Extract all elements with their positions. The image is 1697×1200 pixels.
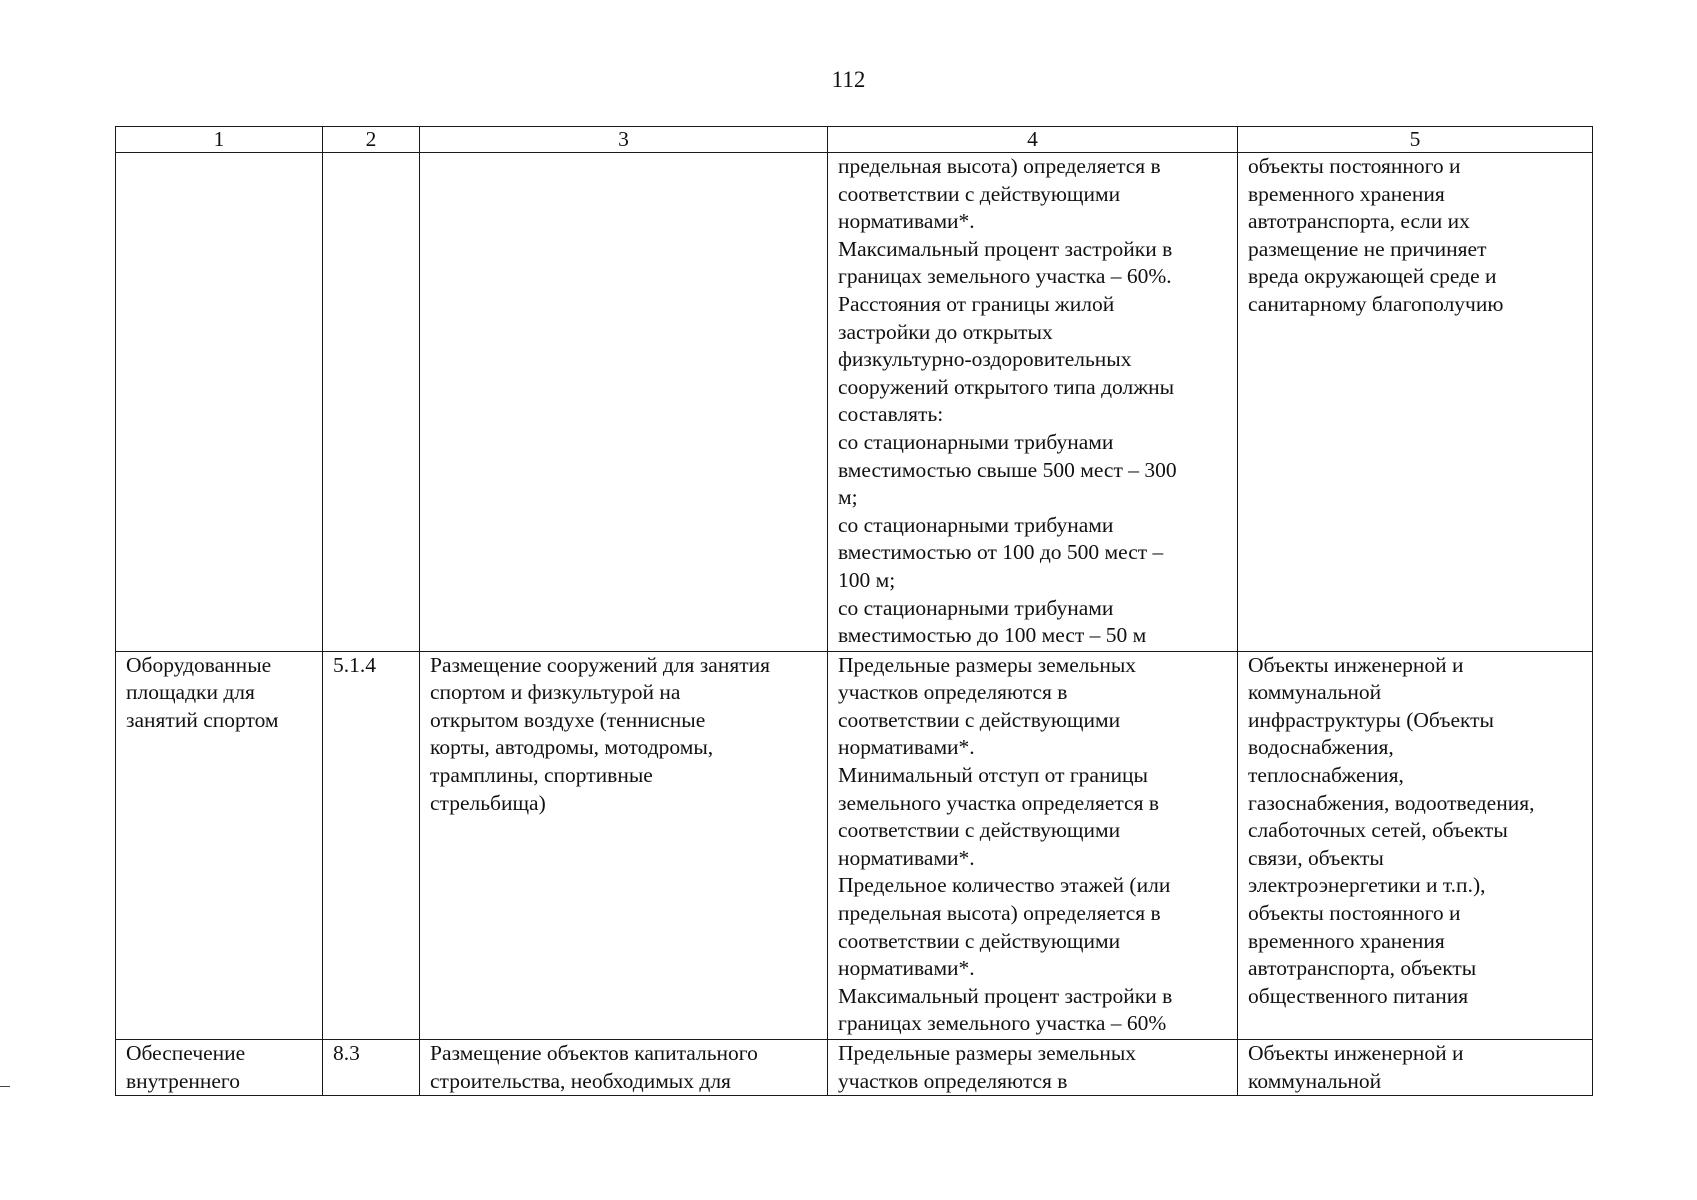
table-row [116,651,1593,1039]
cell-text-line: со стационарными трибунами [838,429,1114,454]
cell-text-line: занятий спортом [126,707,279,732]
cell-text-line: вместимостью свыше 500 мест – 300 [838,457,1177,482]
cell-text-line: Оборудованные [126,652,272,677]
cell-text-line: коммунальной [1248,680,1382,705]
cell-text-line: стрельбища) [430,790,546,815]
cell-text-line: Объекты инженерной и [1248,652,1464,677]
cell-text-line: объекты постоянного и [1248,901,1461,926]
cell-text-line: составлять: [838,402,944,427]
cell-text-line: автотранспорта, если их [1248,209,1470,234]
cell-text-line: размещение не причиняет [1248,236,1487,261]
cell-text-line: участков определяются в [838,680,1068,705]
cell-text-line: 8.3 [333,1041,360,1065]
cell-parameters [828,1040,1238,1096]
cell-text-line: связи, объекты [1248,845,1384,870]
cell-code [323,651,420,1039]
cell-text-line: Размещение объектов капитального [430,1041,758,1065]
cell-text-line: сооружений открытого типа должны [838,374,1175,399]
cell-text-line: слаботочных сетей, объекты [1248,818,1508,843]
cell-text-line: газоснабжения, водоотведения, [1248,790,1535,815]
cell-text-line: вреда окружающей среде и [1248,264,1497,289]
cell-parameters [828,651,1238,1039]
cell-text-line: Предельные размеры земельных [838,652,1137,677]
column-header-5: 5 [1238,127,1593,153]
cell-text-line: нормативами*. [838,956,975,981]
cell-use-name [116,153,323,652]
cell-text-line: физкультурно-оздоровительных [838,347,1132,372]
cell-text-line: нормативами*. [838,735,975,760]
cell-text-line: спортом и физкультурой на [430,680,681,705]
table-row [116,153,1593,652]
cell-text-line: земельного участка определяется в [838,790,1159,815]
cell-text-line: Расстояния от границы жилой [838,291,1115,316]
cell-text-line: со стационарными трибунами [838,512,1114,537]
cell-text-line: соответствии с действующими [838,928,1121,953]
cell-text-line: участков определяются в [838,1068,1068,1093]
column-header-1: 1 [116,127,323,153]
cell-text-line: корты, автодромы, мотодромы, [430,735,714,760]
cell-text-line: трамплины, спортивные [430,763,653,788]
cell-text-line: м; [838,485,858,510]
cell-text-line: Минимальный отступ от границы [838,763,1148,788]
cell-text-line: соответствии с действующими [838,181,1121,206]
cell-text-line: временного хранения [1248,928,1445,953]
cell-text-line: Объекты инженерной и [1248,1041,1464,1065]
cell-auxiliary-uses [1238,651,1593,1039]
cell-text-line: внутреннего [126,1068,240,1093]
table-body [116,153,1593,1096]
cell-text-line: предельная высота) определяется в [838,901,1161,926]
cell-text-line: коммунальной [1248,1068,1382,1093]
cell-text-line: застройки до открытых [838,319,1053,344]
cell-text-line: Максимальный процент застройки в [838,236,1173,261]
cell-text-line: нормативами*. [838,845,975,870]
cell-text-line: общественного питания [1248,983,1469,1008]
cell-code [323,153,420,652]
table-row [116,1040,1593,1096]
scan-margin-mark [0,1086,10,1087]
cell-text-line: площадки для [126,680,255,705]
cell-text-line: Обеспечение [126,1041,246,1065]
cell-text-line: Предельное количество этажей (или [838,873,1171,898]
cell-text-line: нормативами*. [838,209,975,234]
table-header-row [116,127,1593,153]
cell-description [420,651,828,1039]
column-header-4: 4 [828,127,1238,153]
page-number: 112 [831,67,866,92]
cell-description [420,153,828,652]
cell-text-line: вместимостью до 100 мест – 50 м [838,623,1147,648]
cell-text-line: 100 м; [838,567,896,592]
cell-use-name [116,651,323,1039]
column-header-3: 3 [420,127,828,153]
cell-text-line: границах земельного участка – 60% [838,1011,1167,1036]
cell-auxiliary-uses [1238,1040,1593,1096]
cell-text-line: временного хранения [1248,181,1445,206]
cell-text-line: водоснабжения, [1248,735,1394,760]
cell-text-line: объекты постоянного и [1248,154,1461,178]
cell-text-line: теплоснабжения, [1248,763,1404,788]
cell-description [420,1040,828,1096]
cell-text-line: 5.1.4 [333,652,376,677]
cell-use-name [116,1040,323,1096]
regulations-table [115,126,1593,1096]
cell-text-line: строительства, необходимых для [430,1068,731,1093]
cell-text-line: санитарному благополучию [1248,291,1504,316]
cell-text-line: со стационарными трибунами [838,595,1114,620]
cell-text-line: автотранспорта, объекты [1248,956,1477,981]
cell-text-line: инфраструктуры (Объекты [1248,707,1495,732]
column-header-2: 2 [323,127,420,153]
cell-parameters [828,153,1238,652]
cell-text-line: границах земельного участка – 60%. [838,264,1172,289]
cell-auxiliary-uses [1238,153,1593,652]
cell-text-line: предельная высота) определяется в [838,154,1161,178]
cell-text-line: вместимостью от 100 до 500 мест – [838,540,1164,565]
cell-text-line: электроэнергетики и т.п.), [1248,873,1486,898]
cell-text-line: соответствии с действующими [838,707,1121,732]
cell-text-line: Предельные размеры земельных [838,1041,1137,1065]
cell-code [323,1040,420,1096]
cell-text-line: Размещение сооружений для занятия [430,652,771,677]
cell-text-line: соответствии с действующими [838,818,1121,843]
cell-text-line: Максимальный процент застройки в [838,983,1173,1008]
cell-text-line: открытом воздухе (теннисные [430,707,706,732]
